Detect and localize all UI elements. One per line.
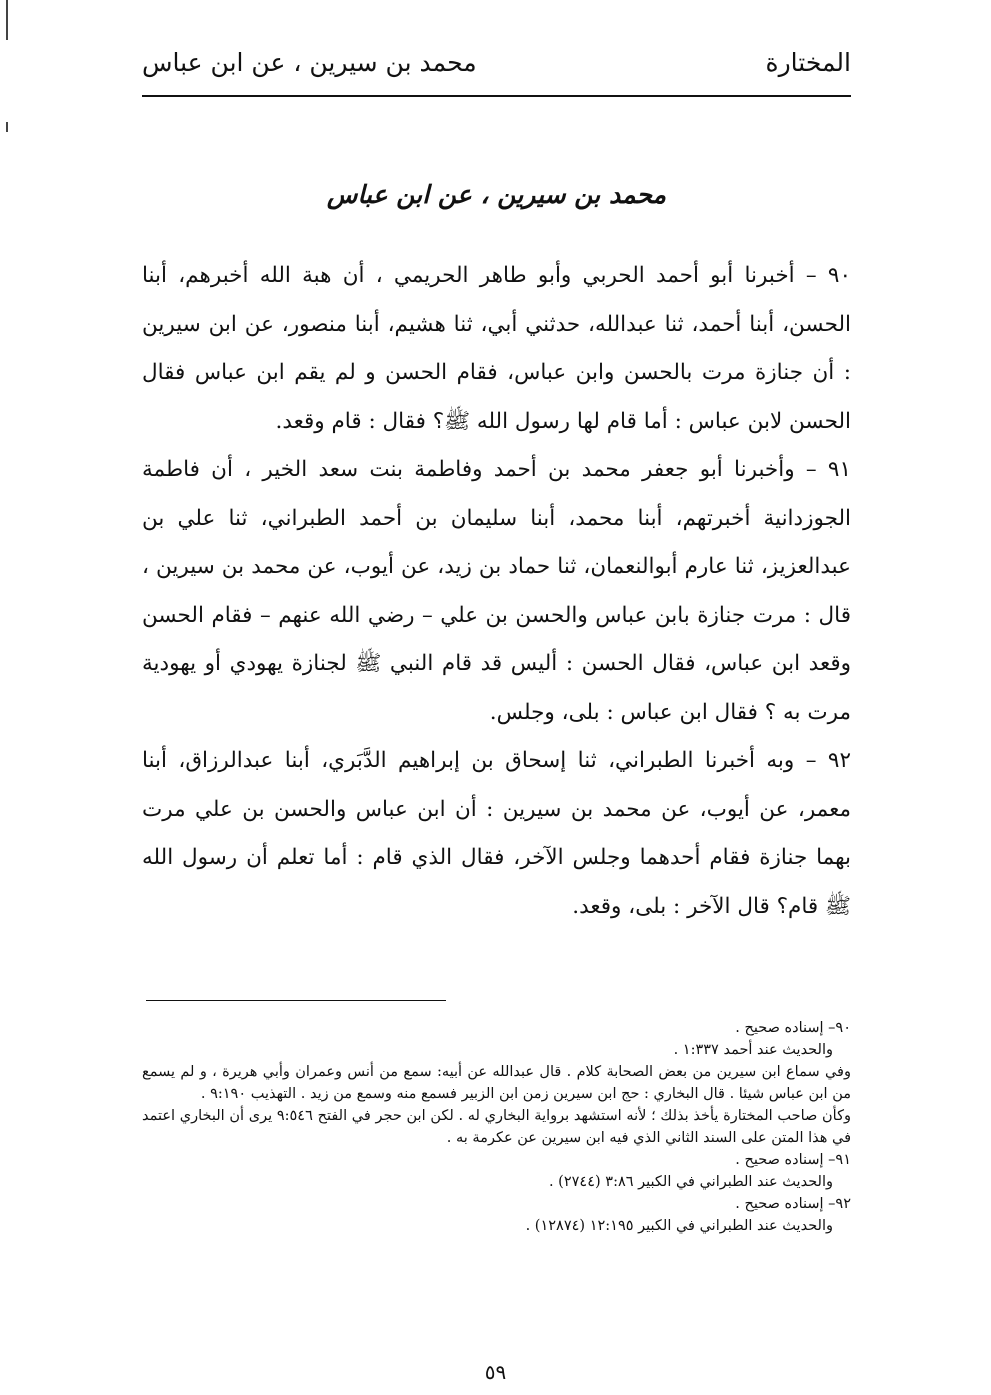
footnote-line: وفي سماع ابن سيرين من بعض الصحابة كلام . قال عبدالله عن أبيه: سمع من أنس وعمران وأبي هريرة ، و لم يسمع من ابن عباس شيئا . قال البخاري : حج ابن سيرين زمن ابن الزبير فسمع منه وسمع من زيد . التهذيب ٩:١٩٠ . <box>142 1064 851 1102</box>
hadith-91: ٩١ – وأخبرنا أبو جعفر محمد بن أحمد وفاطمة بنت سعد الخير ، أن فاطمة الجوزدانية أخبرتهم، أبنا محمد، أبنا سليمان بن أحمد الطبراني، ثنا علي بن عبدالعزيز، ثنا عارم أبوالنعمان، ثنا حماد بن زيد، عن أيوب، عن محمد بن سيرين ، قال : مرت جنازة بابن عباس والحسن بن علي – رضي الله عنهم – فقام الحسن وقعد ابن عباس، فقال الحسن : أليس قد قام النبي ﷺ لجنازة يهودي أو يهودية مرت به ؟ فقال ابن عباس : بلى، وجلس. <box>142 457 851 725</box>
running-header <box>142 48 851 88</box>
header-rule <box>142 95 851 97</box>
footnotes <box>142 1017 851 1237</box>
book-title: المختارة <box>765 48 851 77</box>
footnote-line: والحديث عند الطبراني في الكبير ٣:٨٦ (٢٧٤٤) . <box>548 1174 833 1190</box>
hadith-90: ٩٠ – أخبرنا أبو أحمد الحربي وأبو طاهر الحريمي ، أن هبة الله أخبرهم، أبنا الحسن، أبنا أحمد، ثنا عبدالله، حدثني أبي، ثنا هشيم، أبنا منصور، عن ابن سيرين : أن جنازة مرت بالحسن وابن عباس، فقام الحسن و لم يقم ابن عباس فقال الحسن لابن عباس : أما قام لها رسول الله ﷺ؟ فقال : قام وقعد. <box>142 263 851 434</box>
footnote-line: ٩٠– إسناده صحيح . <box>735 1020 851 1036</box>
left-margin-tick <box>6 122 8 132</box>
left-margin-mark <box>6 0 8 40</box>
footnote-line: ٩١– إسناده صحيح . <box>735 1152 851 1168</box>
footnote-line: وكأن صاحب المختارة يأخذ بذلك ؛ لأنه استشهد برواية البخاري له . لكن ابن حجر في الفتح ٩:٥٤٦ يرى أن البخاري اعتمد في هذا المتن على السند الثاني الذي فيه ابن سيرين عن عكرمة به . <box>142 1108 851 1146</box>
main-text <box>142 252 851 931</box>
footnote-line: والحديث عند أحمد ١:٣٣٧ . <box>673 1042 833 1058</box>
footnote-line: ٩٢– إسناده صحيح . <box>735 1196 851 1212</box>
section-title: محمد بن سيرين ، عن ابن عباس <box>326 180 667 209</box>
footnote-rule <box>146 1000 446 1001</box>
chapter-title: محمد بن سيرين ، عن ابن عباس <box>142 48 477 77</box>
footnote-line: والحديث عند الطبراني في الكبير ١٢:١٩٥ (١٢٨٧٤) . <box>525 1218 833 1234</box>
page-number: ٥٩ <box>484 1360 507 1384</box>
hadith-92: ٩٢ – وبه أخبرنا الطبراني، ثنا إسحاق بن إبراهيم الدَّبَري، أبنا عبدالرزاق، أبنا معمر، عن أيوب، عن محمد بن سيرين : أن ابن عباس والحسن بن علي مرت بهما جنازة فقام أحدهما وجلس الآخر، فقال الذي قام : أما تعلم أن رسول الله ﷺ قام؟ قال الآخر : بلى، وقعد. <box>142 748 851 919</box>
